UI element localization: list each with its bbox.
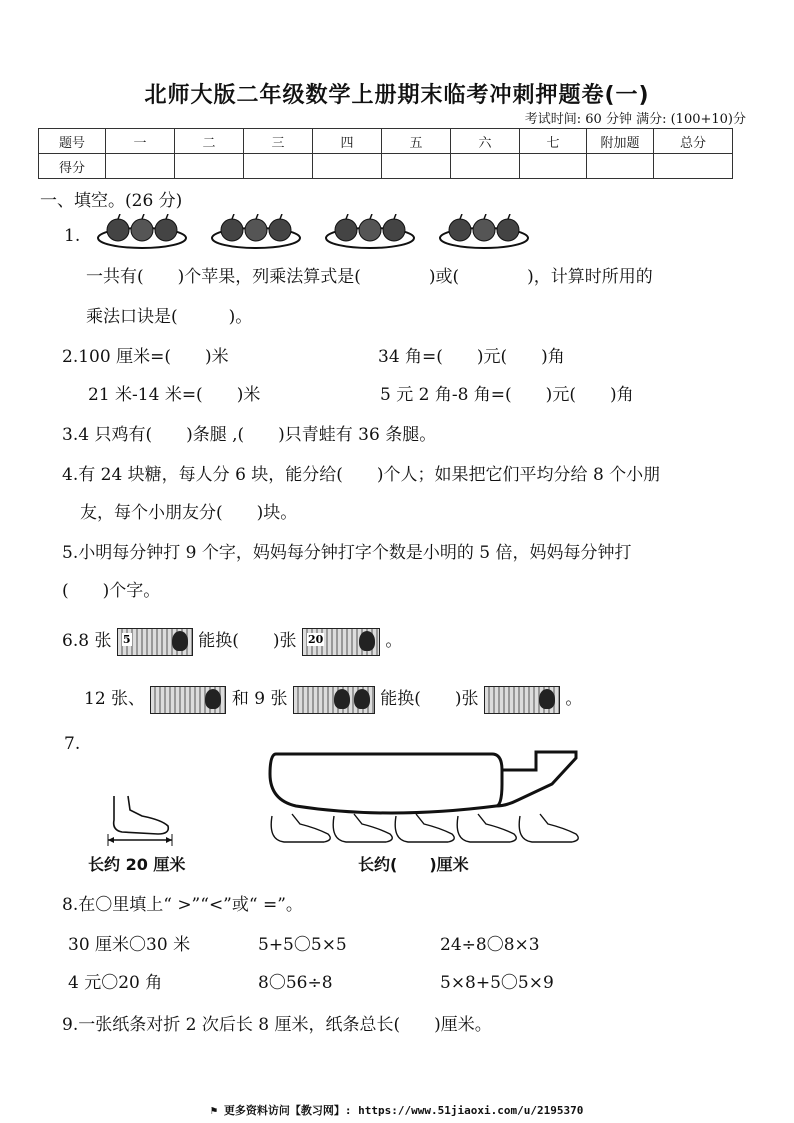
score-input-cell[interactable] <box>520 154 587 179</box>
apple-plate-illustration <box>324 214 416 250</box>
apple-plate-illustration <box>438 214 530 250</box>
score-header-cell: 二 <box>175 129 244 154</box>
score-header-cell: 五 <box>382 129 451 154</box>
score-input-cell[interactable] <box>451 154 520 179</box>
foot-illustration <box>92 790 182 850</box>
question-text: 5 元 2 角-8 角=( )元( )角 <box>380 385 634 405</box>
question-6-line-b <box>84 684 582 714</box>
foot-length-label: 长约 20 厘米 <box>88 855 186 874</box>
banknote-icon <box>484 686 560 714</box>
question-text: 能换( )张 <box>380 689 479 709</box>
score-input-cell[interactable] <box>244 154 313 179</box>
question-text: 和 9 张 <box>231 689 288 709</box>
score-header-cell: 六 <box>451 129 520 154</box>
question-text: 34 角=( )元( )角 <box>378 347 565 367</box>
apple-plate-illustration <box>210 214 302 250</box>
score-table-score-row <box>39 154 733 179</box>
score-table <box>38 128 733 179</box>
score-input-cell[interactable] <box>654 154 733 179</box>
score-input-cell[interactable] <box>313 154 382 179</box>
banknote-icon <box>150 686 226 714</box>
comparison-item: 8〇56÷8 <box>258 973 333 993</box>
flag-icon: ⚑ <box>210 1104 218 1117</box>
question-text: 友，每个小朋友分( )块。 <box>80 503 298 523</box>
question-number: 1. <box>64 226 81 246</box>
score-header-cell: 总分 <box>654 129 733 154</box>
question-text: 9.一张纸条对折 2 次后长 8 厘米，纸条总长( )厘米。 <box>62 1015 492 1035</box>
score-input-cell[interactable] <box>106 154 175 179</box>
footer-text: 更多资料访问【教习网】: https://www.51jiaoxi.com/u/2195370 <box>223 1104 584 1117</box>
score-table-header-row <box>39 129 733 154</box>
score-header-cell: 一 <box>106 129 175 154</box>
question-text: 。 <box>565 689 583 709</box>
question-number: 7. <box>64 734 81 754</box>
exam-meta: 考试时间: 60 分钟 满分: (100+10)分 <box>524 112 746 127</box>
comparison-item: 24÷8〇8×3 <box>440 935 540 955</box>
banknote-5-yuan-icon <box>117 628 193 656</box>
comparison-item: 30 厘米〇30 米 <box>68 935 191 955</box>
banknote-value: 20 <box>307 632 324 646</box>
question-text: 12 张、 <box>84 689 146 709</box>
shovel-length-label: 长约( )厘米 <box>358 855 469 874</box>
footer-link[interactable] <box>0 1102 794 1118</box>
comparison-item: 5+5〇5×5 <box>258 935 347 955</box>
question-text: 2.100 厘米=( )米 <box>62 347 229 367</box>
question-text: 一共有( )个苹果，列乘法算式是( )或( )，计算时所用的 <box>86 267 653 287</box>
question-6-line-a <box>62 626 402 656</box>
banknote-20-yuan-icon <box>302 628 380 656</box>
question-text: 。 <box>385 631 403 651</box>
banknote-value: 5 <box>122 632 131 646</box>
question-text: 3.4 只鸡有( )条腿 ,( )只青蛙有 36 条腿。 <box>62 425 437 445</box>
comparison-item: 4 元〇20 角 <box>68 973 163 993</box>
score-header-cell: 三 <box>244 129 313 154</box>
question-text: 21 米-14 米=( )米 <box>88 385 261 405</box>
shovel-illustration <box>266 744 586 850</box>
section-heading: 一、填空。(26 分) <box>40 191 183 211</box>
question-text: 4.有 24 块糖，每人分 6 块，能分给( )个人；如果把它们平均分给 8 个小朋 <box>62 465 661 485</box>
score-input-cell[interactable] <box>587 154 654 179</box>
score-header-cell: 七 <box>520 129 587 154</box>
score-header-cell: 四 <box>313 129 382 154</box>
banknote-icon <box>293 686 375 714</box>
page-title: 北师大版二年级数学上册期末临考冲刺押题卷(一) <box>144 83 650 108</box>
question-text: 能换( )张 <box>198 631 297 651</box>
score-input-cell[interactable] <box>175 154 244 179</box>
question-text: ( )个字。 <box>62 581 161 601</box>
question-text: 乘法口诀是( )。 <box>86 307 253 327</box>
question-text: 5.小明每分钟打 9 个字，妈妈每分钟打字个数是小明的 5 倍，妈妈每分钟打 <box>62 543 632 563</box>
question-text: 6.8 张 <box>62 631 112 651</box>
score-input-cell[interactable] <box>382 154 451 179</box>
question-text: 8.在〇里填上“ >”“<”或“ =”。 <box>62 895 303 915</box>
comparison-item: 5×8+5〇5×9 <box>440 973 554 993</box>
apple-plate-illustration <box>96 214 188 250</box>
score-header-cell: 题号 <box>39 129 106 154</box>
score-header-cell: 附加题 <box>587 129 654 154</box>
score-row-label: 得分 <box>39 154 106 179</box>
